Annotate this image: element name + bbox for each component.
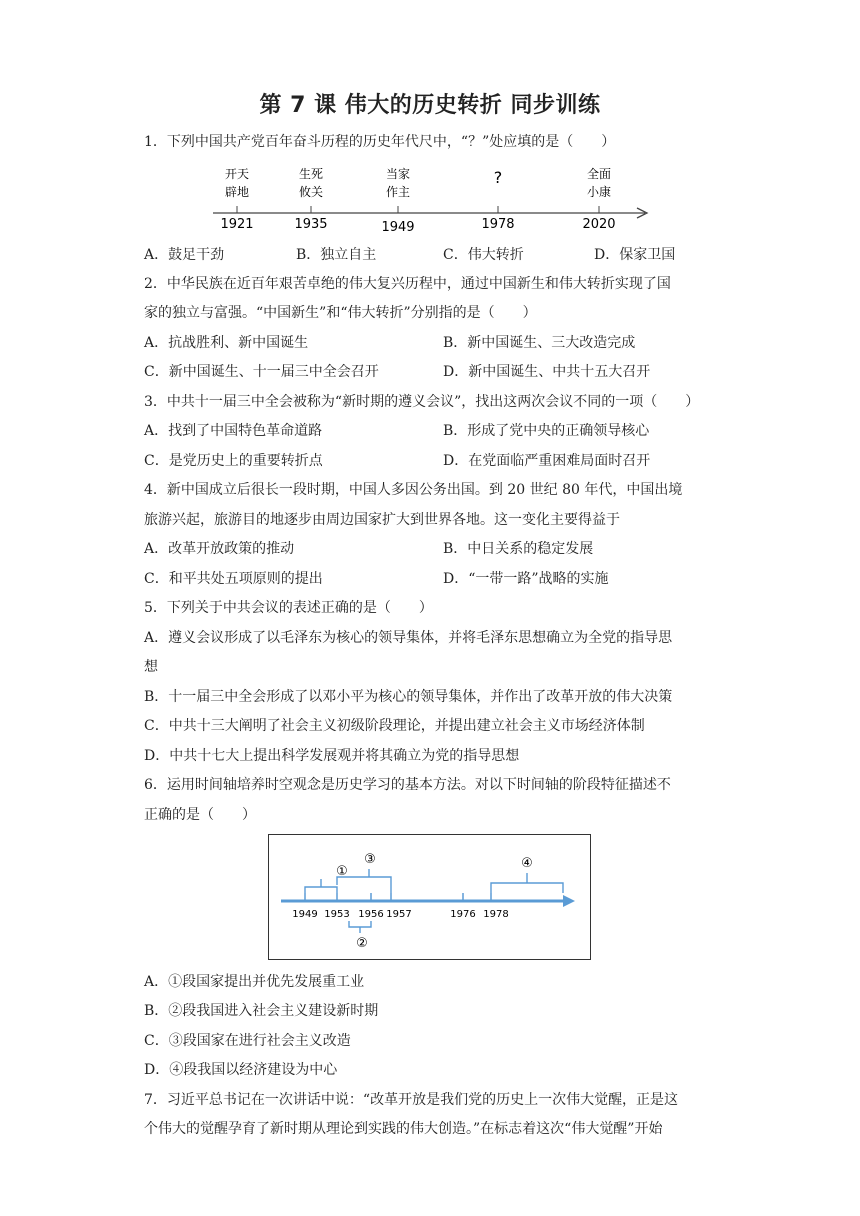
q1-tl-label-top: 开天 — [224, 167, 250, 181]
q6-stem-line1: 6．运用时间轴培养时空观念是历史学习的基本方法。对以下时间轴的阶段特征描述不 — [144, 777, 671, 793]
q6-timeline — [269, 835, 589, 958]
q1-tl-label-bottom: 攸关 — [298, 185, 324, 199]
q6-mark-4: ④ — [521, 856, 533, 871]
q1-tl-label-bottom: 辟地 — [224, 185, 250, 199]
q1-tl-label-bottom: 作主 — [385, 185, 411, 199]
q1-tl-label-bottom: 小康 — [586, 185, 612, 199]
q1-tl-question-mark: ? — [493, 168, 503, 187]
q2-stem-line1: 2．中华民族在近百年艰苦卓绝的伟大复兴历程中，通过中国新生和伟大转折实现了国 — [144, 276, 671, 292]
q4-stem-line2: 旅游兴起，旅游目的地逐步由周边国家扩大到世界各地。这一变化主要得益于 — [144, 512, 620, 528]
q6-year-label: 1956 — [358, 909, 384, 920]
q1-option-a[interactable]: A．鼓足干劲 — [144, 247, 225, 263]
q1-option-d[interactable]: D．保家卫国 — [594, 247, 676, 263]
q7-stem-line2: 个伟大的觉醒孕育了新时期从理论到实践的伟大创造。”在标志着这次“伟大觉醒”开始 — [144, 1121, 663, 1137]
q1-tl-year: 1978 — [481, 217, 515, 232]
q2-option-c[interactable]: C．新中国诞生、十一届三中全会召开 — [144, 364, 379, 380]
q3-option-c[interactable]: C．是党历史上的重要转折点 — [144, 453, 323, 469]
q3-option-d[interactable]: D．在党面临严重困难局面时召开 — [443, 453, 651, 469]
q1-option-b[interactable]: B．独立自主 — [296, 247, 377, 263]
q6-year-label: 1953 — [324, 909, 350, 920]
q4-stem-line1: 4．新中国成立后很长一段时期，中国人多因公务出国。到 20 世纪 80 年代，中国出境 — [144, 482, 683, 498]
q1-tl-year: 2020 — [582, 217, 616, 232]
q6-stem-line2: 正确的是（ ） — [144, 807, 256, 823]
q2-option-b[interactable]: B．新中国诞生、三大改造完成 — [443, 335, 636, 351]
q6-option-c[interactable]: C．③段国家在进行社会主义改造 — [144, 1033, 351, 1049]
q2-stem-line2: 家的独立与富强。“中国新生”和“伟大转折”分别指的是（ ） — [144, 305, 537, 321]
q6-year-label: 1949 — [292, 909, 318, 920]
q4-option-a[interactable]: A．改革开放政策的推动 — [144, 541, 295, 557]
q4-option-d[interactable]: D．“一带一路”战略的实施 — [443, 571, 609, 587]
page-title: 第 7 课 伟大的历史转折 同步训练 — [259, 93, 601, 118]
q2-option-d[interactable]: D．新中国诞生、中共十五大召开 — [443, 364, 651, 380]
q2-option-a[interactable]: A．抗战胜利、新中国诞生 — [144, 335, 309, 351]
q5-option-a[interactable]: A．遵义会议形成了以毛泽东为核心的领导集体，并将毛泽东思想确立为全党的指导思 — [144, 630, 673, 646]
q5-option-d[interactable]: D．中共十七大上提出科学发展观并将其确立为党的指导思想 — [144, 748, 520, 764]
q6-option-a[interactable]: A．①段国家提出并优先发展重工业 — [144, 974, 365, 990]
q6-timeline-figure — [268, 834, 591, 960]
q4-option-c[interactable]: C．和平共处五项原则的提出 — [144, 571, 323, 587]
q1-timeline — [205, 163, 655, 238]
q5-option-b[interactable]: B．十一届三中全会形成了以邓小平为核心的领导集体，并作出了改革开放的伟大决策 — [144, 689, 673, 705]
q1-tl-label-top: 全面 — [586, 167, 612, 181]
q1-option-c[interactable]: C．伟大转折 — [443, 247, 524, 263]
q6-mark-3: ③ — [364, 852, 376, 867]
q1-tl-year: 1921 — [220, 217, 254, 232]
q4-option-b[interactable]: B．中日关系的稳定发展 — [443, 541, 594, 557]
q7-stem-line1: 7．习近平总书记在一次讲话中说：“改革开放是我们党的历史上一次伟大觉醒，正是这 — [144, 1092, 679, 1108]
q6-year-label: 1976 — [450, 909, 476, 920]
q1-tl-year: 1949 — [381, 220, 415, 235]
q1-tl-year: 1935 — [294, 217, 328, 232]
q6-mark-2: ② — [356, 936, 368, 951]
q6-year-label: 1957 — [386, 909, 412, 920]
q1-stem: 1．下列中国共产党百年奋斗历程的历史年代尺中，“？”处应填的是（ ） — [144, 134, 616, 150]
q5-option-a-cont[interactable]: 想 — [144, 659, 158, 675]
q6-option-b[interactable]: B．②段我国进入社会主义建设新时期 — [144, 1003, 379, 1019]
q6-option-d[interactable]: D．④段我国以经济建设为中心 — [144, 1062, 338, 1078]
q1-tl-label-top: 生死 — [298, 167, 324, 181]
q3-option-b[interactable]: B．形成了党中央的正确领导核心 — [443, 423, 650, 439]
q5-option-c[interactable]: C．中共十三大阐明了社会主义初级阶段理论，并提出建立社会主义市场经济体制 — [144, 718, 645, 734]
q3-stem: 3．中共十一届三中全会被称为“新时期的遵义会议”，找出这两次会议不同的一项（ ） — [144, 394, 700, 410]
q6-mark-1: ① — [336, 864, 348, 879]
q1-tl-label-top: 当家 — [385, 167, 411, 181]
q6-year-label: 1978 — [483, 909, 509, 920]
q5-stem: 5．下列关于中共会议的表述正确的是（ ） — [144, 600, 433, 616]
q3-option-a[interactable]: A．找到了中国特色革命道路 — [144, 423, 323, 439]
